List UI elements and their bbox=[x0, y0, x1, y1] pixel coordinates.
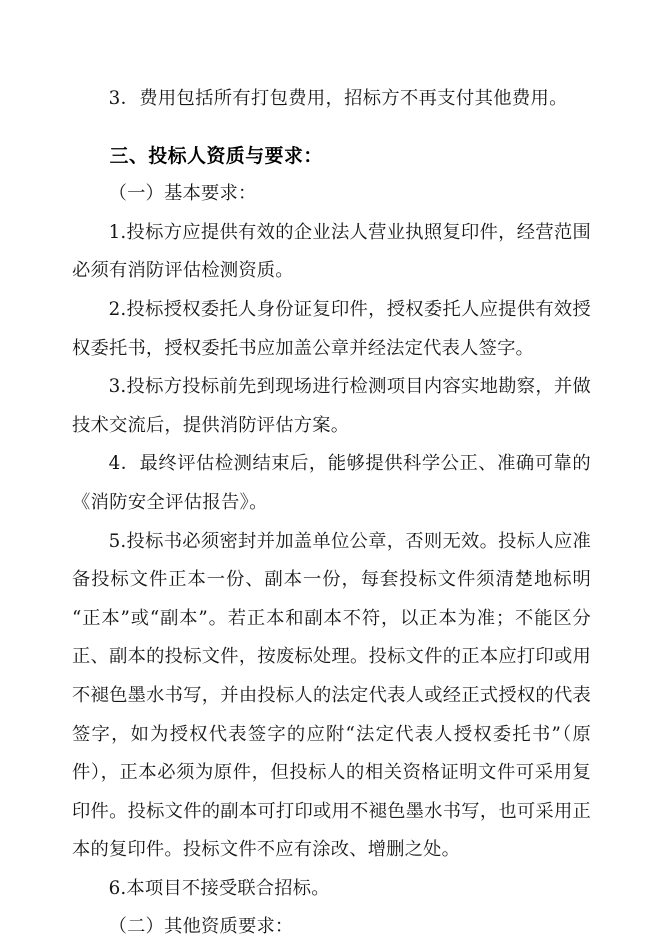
document-content bbox=[72, 80, 591, 936]
section-heading-bidder-qualifications: 三、投标人资质与要求： bbox=[109, 144, 323, 167]
subsection-heading-other-qualifications: （二）其他资质要求： bbox=[108, 916, 294, 936]
paragraph-item-3-fees: 3．费用包括所有打包费用，招标方不再支付其他费用。 bbox=[108, 88, 568, 109]
paragraph-requirement-1: 1.投标方应提供有效的企业法人营业执照复印件，经营范围必须有消防评估检测资质。 bbox=[72, 221, 591, 282]
subsection-heading-basic-requirements: （一）基本要求： bbox=[108, 183, 257, 205]
paragraph-requirement-4: 4．最终评估检测结束后，能够提供科学公正、准确可靠的《消防安全评估报告》。 bbox=[72, 453, 591, 513]
paragraph-requirement-3: 3.投标方投标前先到现场进行检测项目内容实地勘察，并做技术交流后，提供消防评估方案。 bbox=[72, 376, 591, 436]
paragraph-requirement-5: 5.投标书必须密封并加盖单位公章，否则无效。投标人应准备投标文件正本一份、副本一份，每套投标文件须清楚地标明“正本”或“副本”。若正本和副本不符，以正本为准；不能区分正、副本的投标文件，按废标处理。投标文件的正本应打印或用不褪色墨水书写，并由投标人的法定代表人或经正式授权的代表签字，如为授权代表签字的应附“法定代表人授权委托书”（原件），正本必须为原件，但投标人的相关资格证明文件可采用复印件。投标文件的副本可打印或用不褪色墨水书写，也可采用正本的复印件。投标文件不应有涂改、增删之处。 bbox=[72, 530, 591, 861]
paragraph-requirement-2: 2.投标授权委托人身份证复印件，授权委托人应提供有效授权委托书，授权委托书应加盖公章并经法定代表人签字。 bbox=[72, 298, 591, 359]
spacer-before-heading bbox=[72, 119, 591, 137]
paragraph-requirement-6: 6.本项目不接受联合招标。 bbox=[108, 877, 330, 899]
